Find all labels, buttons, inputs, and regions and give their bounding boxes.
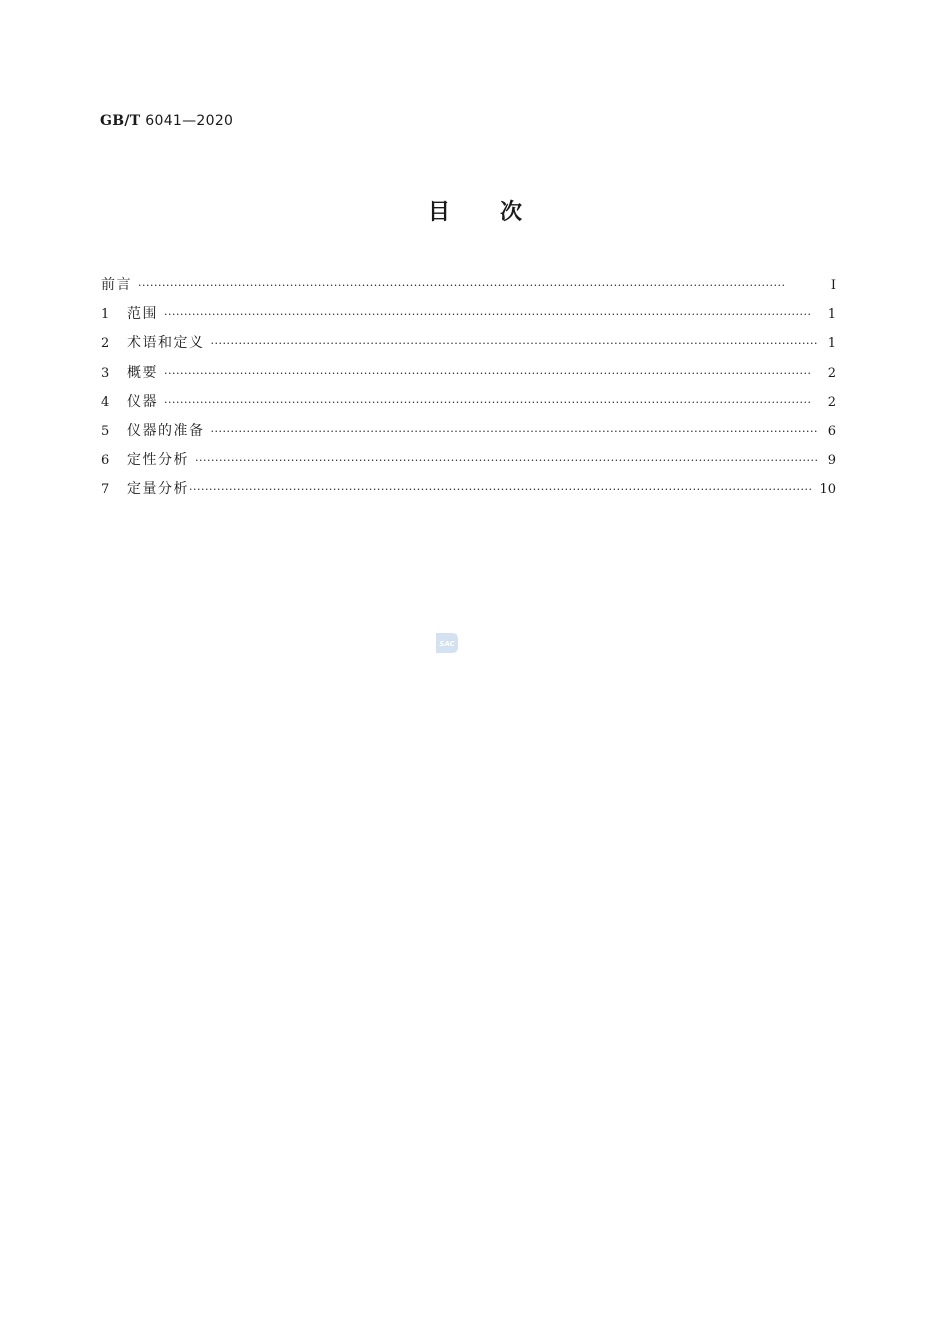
page-title: 目次	[427, 200, 572, 225]
toc-entry-label: 概要	[127, 364, 158, 381]
toc-entry-number: 4	[101, 394, 110, 410]
toc-dot-leader	[211, 337, 819, 350]
toc-dot-leader	[138, 279, 818, 292]
standard-prefix: GB/T	[100, 113, 141, 129]
toc-entry-7[interactable]	[101, 478, 836, 507]
toc-dot-leader	[164, 396, 818, 409]
toc-entry-number: 6	[101, 453, 110, 469]
toc-entry-4[interactable]	[101, 391, 836, 420]
toc-entry-number: 1	[101, 307, 110, 323]
toc-entry-label: 仪器	[127, 393, 158, 410]
table-of-contents	[101, 274, 836, 508]
toc-entry-page: 1	[827, 307, 836, 323]
toc-entry-label: 定量分析	[127, 481, 189, 498]
toc-entry-page: 2	[827, 365, 836, 381]
toc-dot-leader	[189, 483, 813, 496]
toc-dot-leader	[164, 308, 818, 321]
toc-entry-3[interactable]	[101, 362, 836, 391]
toc-dot-leader	[195, 454, 818, 467]
standard-number: 6041—2020	[145, 113, 234, 129]
svg-text:SAC: SAC	[439, 640, 455, 648]
toc-entry-label: 范围	[127, 306, 158, 323]
toc-entry-number: 2	[101, 336, 110, 352]
toc-entry-1[interactable]	[101, 303, 836, 332]
toc-entry-number: 5	[101, 423, 110, 439]
toc-dot-leader	[211, 425, 819, 438]
toc-entry-page: 1	[827, 336, 836, 352]
toc-entry-6[interactable]	[101, 449, 836, 478]
toc-entry-number: 3	[101, 365, 110, 381]
toc-entry-page: Ⅰ	[830, 278, 836, 293]
toc-entry-page: 6	[827, 423, 836, 439]
toc-entry-label: 术语和定义	[127, 335, 205, 352]
toc-entry-label: 定性分析	[127, 452, 189, 469]
sac-watermark-logo	[434, 631, 460, 655]
toc-entry-page: 9	[827, 453, 836, 469]
toc-entry-5[interactable]	[101, 420, 836, 449]
toc-entry-page: 2	[827, 394, 836, 410]
toc-entry-page: 10	[819, 482, 836, 498]
toc-entry-2[interactable]	[101, 332, 836, 361]
toc-dot-leader	[164, 367, 818, 380]
toc-entry-label: 前言	[101, 277, 132, 293]
toc-entry-label: 仪器的准备	[127, 422, 205, 439]
toc-entry-number: 7	[101, 482, 110, 498]
toc-entry-foreword[interactable]	[101, 274, 836, 303]
standard-code	[100, 113, 233, 129]
